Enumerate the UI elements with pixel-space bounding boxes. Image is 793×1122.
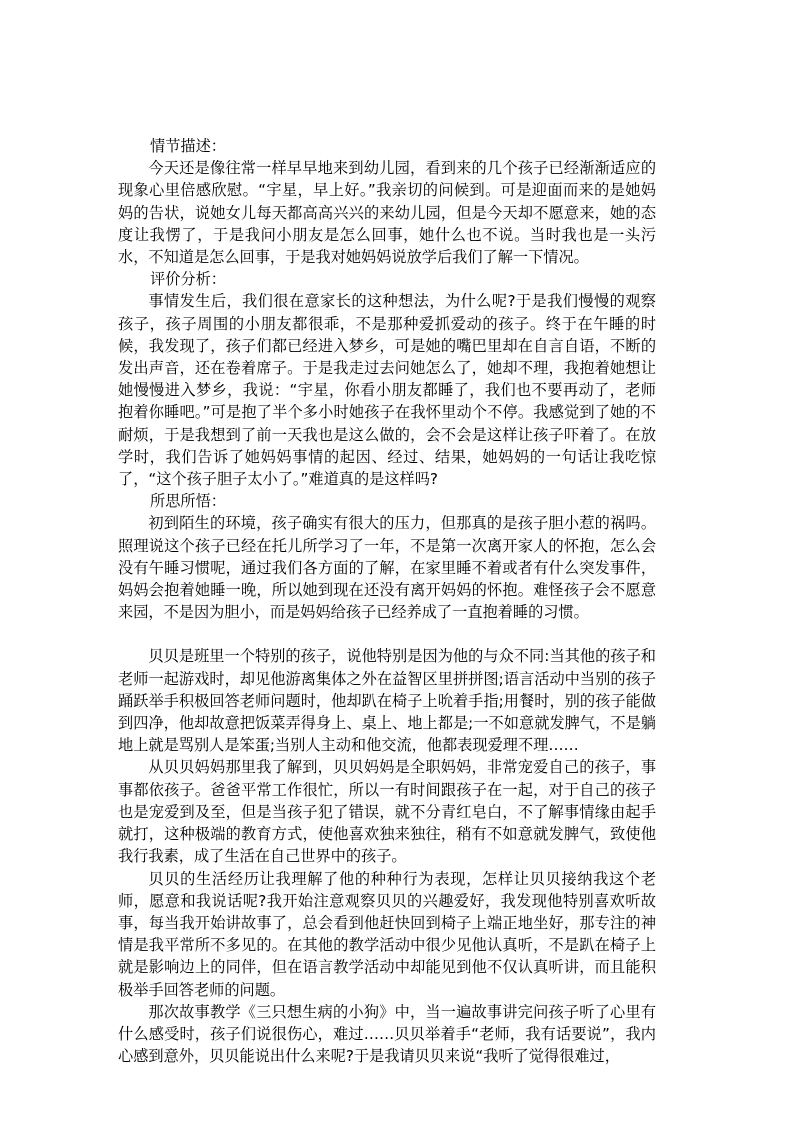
case-two (118, 645, 656, 1067)
paragraph-evaluation-analysis: 事情发生后，我们很在意家长的这种想法，为什么呢?于是我们慢慢的观察孩子，孩子周围的小朋友都很乖，不是那种爱抓爱动的孩子。终于在午睡的时候，我发现了，孩子们都已经进入梦乡，可是她的嘴巴里却在自言自语，不断的发出声音，还在卷着席子。于是我走过去问她怎么了，她却不理，我抱着她想让她慢慢进入梦乡，我说：“宇星，你看小朋友都睡了，我们也不要再动了，老师抱着你睡吧。”可是抱了半个多小时她孩子在我怀里动个不停。我感觉到了她的不耐烦，于是我想到了前一天我也是这么做的，会不会是这样让孩子吓着了。在放学时，我们告诉了她妈妈事情的起因、经过、结果，她妈妈的一句话让我吃惊了，“这个孩子胆子太小了。”难道真的是这样吗? (118, 292, 656, 489)
paragraph-beibei-intro: 贝贝是班里一个特别的孩子，说他特别是因为他的与众不同:当其他的孩子和老师一起游戏时，却见他游离集体之外在益智区里拼拼图;语言活动中当别的孩子踊跃举手积极回答老师问题时，他却趴在椅子上吮着手指;用餐时，别的孩子能做到四净，他却故意把饭菜弄得身上、桌上、地上都是;一不如意就发脾气，不是躺地上就是骂别人是笨蛋;当别人主动和他交流，他都表现爱理不理…… (118, 647, 656, 755)
paragraph-reflection: 初到陌生的环境，孩子确实有很大的压力，但那真的是孩子胆小惹的祸吗。照理说这个孩子已经在托儿所学习了一年，不是第一次离开家人的怀抱，怎么会没有午睡习惯呢，通过我们各方面的了解，在家里睡不着或者有什么突发事件，妈妈会抱着她睡一晚，所以她到现在还没有离开妈妈的怀抱。难怪孩子会不愿意来园，不是因为胆小，而是妈妈给孩子已经养成了一直抱着睡的习惯。 (118, 514, 656, 622)
section-gap (118, 623, 656, 645)
heading-reflection: 所思所悟： (150, 492, 226, 511)
heading-evaluation-analysis: 评价分析： (150, 270, 226, 289)
paragraph-beibei-story: 那次故事教学《三只想生病的小狗》中，当一遍故事讲完问孩子听了心里有什么感受时，孩子们说很伤心，难过……贝贝举着手“老师，我有话要说”，我内心感到意外，贝贝能说出什么来呢?于是我请贝贝来说“我听了觉得很难过， (118, 1002, 656, 1066)
heading-plot-description: 情节描述： (150, 137, 226, 155)
paragraph-beibei-interest: 贝贝的生活经历让我理解了他的种种行为表现，怎样让贝贝接纳我这个老师，愿意和我说话呢?我开始注意观察贝贝的兴趣爱好，我发现他特别喜欢听故事，每当我开始讲故事了，总会看到他赶快回到椅子上端正地坐好，那专注的神情是我平常所不多见的。在其他的教学活动中很少见他认真听，不是趴在椅子上就是影响边上的同伴，但在语言教学活动中却能见到他不仅认真听讲，而且能积极举手回答老师的问题。 (118, 869, 656, 999)
paragraph-beibei-family: 从贝贝妈妈那里我了解到，贝贝妈妈是全职妈妈，非常宠爱自己的孩子，事事都依孩子。爸爸平常工作很忙，所以一有时间跟孩子在一起，对于自己的孩子也是宠爱到及至，但是当孩子犯了错误，就不分青红皂白，不了解事情缘由起手就打，这种极端的教育方式，使他喜欢独来独往，稍有不如意就发脾气，致使他我行我素，成了生活在自己世界中的孩子。 (118, 758, 656, 866)
case-one (118, 135, 656, 623)
paragraph-plot-description: 今天还是像往常一样早早地来到幼儿园，看到来的几个孩子已经渐渐适应的现象心里倍感欣慰。“宇星，早上好。”我亲切的问候到。可是迎面而来的是她妈妈的告状，说她女儿每天都高高兴兴的来幼儿园，但是今天却不愿意来，她的态度让我愣了，于是我问小朋友是怎么回事，她什么也不说。当时我也是一头污水，不知道是怎么回事，于是我对她妈妈说放学后我们了解一下情况。 (118, 159, 656, 267)
